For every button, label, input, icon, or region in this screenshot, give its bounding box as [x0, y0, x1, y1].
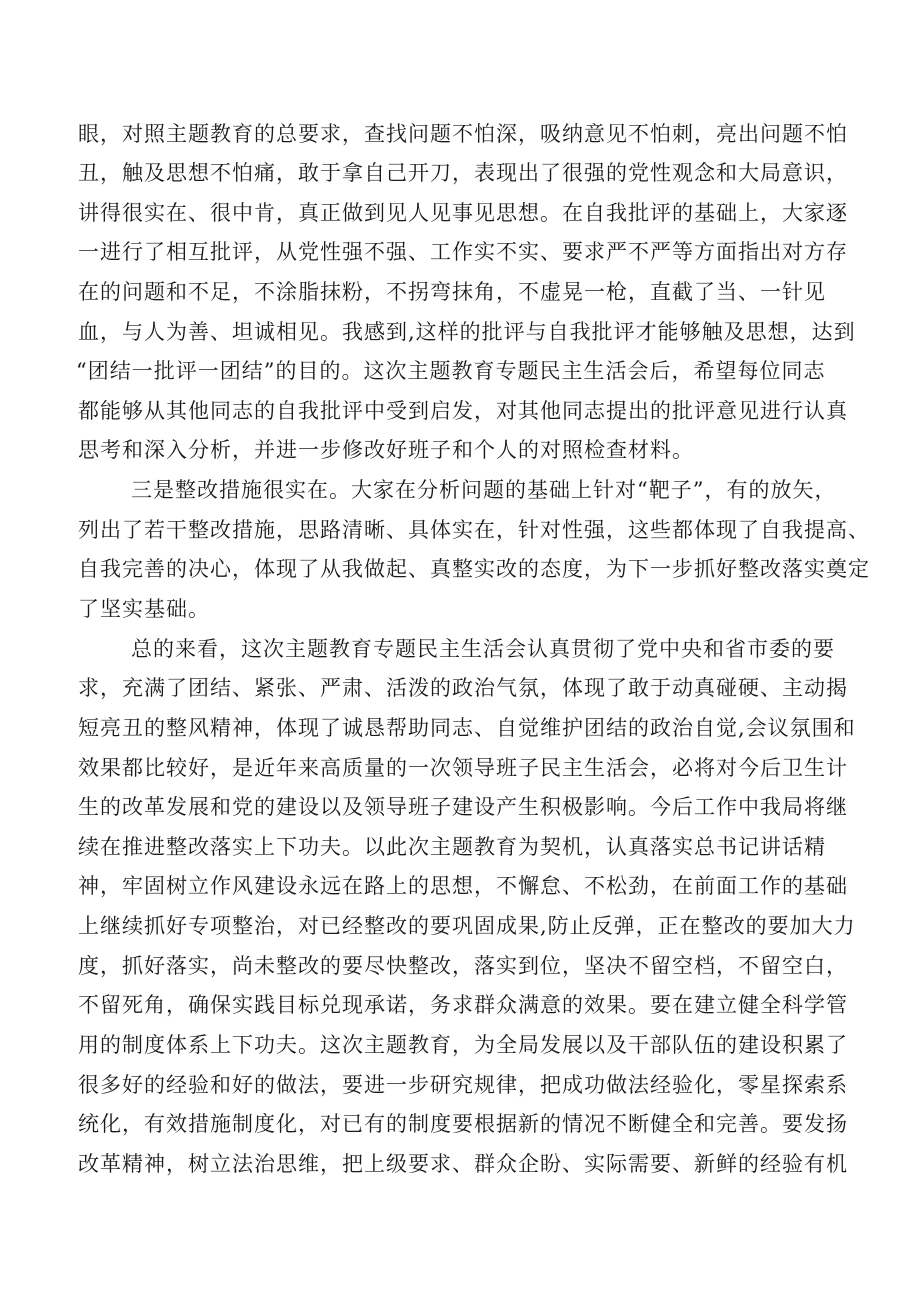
text-line: 上继续抓好专项整治，对已经整改的要巩固成果,防止反弹，正在整改的要加大力: [78, 914, 856, 938]
text-line: 血，与人为善、坦诚相见。我感到,这样的批评与自我批评才能够触及思想，达到: [78, 320, 856, 344]
text-line: 自我完善的决心，体现了从我做起、真整实改的态度，为下一步抓好整改落实奠定: [78, 557, 870, 581]
text-line: 三是整改措施很实在。大家在分析问题的基础上针对“靶子”，有的放矢，: [131, 478, 837, 502]
text-line: 生的改革发展和党的建设以及领导班子建设产生积极影响。今后工作中我局将继: [78, 795, 848, 819]
text-line: 讲得很实在、很中肯，真正做到见人见事见思想。在自我批评的基础上，大家逐: [78, 201, 848, 225]
text-line: 眼，对照主题教育的总要求，查找问题不怕深，吸纳意见不怕刺，亮出问题不怕: [78, 122, 848, 146]
text-line: 统化，有效措施制度化，对已有的制度要根据新的情况不断健全和完善。要发扬: [78, 1112, 848, 1136]
text-line: 不留死角，确保实践目标兑现承诺，务求群众满意的效果。要在建立健全科学管: [78, 993, 848, 1017]
text-line: 神，牢固树立作风建设永远在路上的思想，不懈怠、不松劲，在前面工作的基础: [78, 874, 848, 898]
text-line: 度，抓好落实，尚未整改的要尽快整改，落实到位，坚决不留空档，不留空白，: [78, 954, 848, 978]
text-line: 改革精神，树立法治思维，把上级要求、群众企盼、实际需要、新鲜的经验有机: [78, 1152, 848, 1176]
text-line: 短亮丑的整风精神，体现了诚恳帮助同志、自觉维护团结的政治自觉,会议氛围和: [78, 716, 856, 740]
text-line: 思考和深入分析，并进一步修改好班子和个人的对照检查材料。: [78, 438, 694, 462]
text-line: “团结一批评一团结”的目的。这次主题教育专题民主生活会后，希望每位同志: [76, 359, 826, 383]
text-line: 都能够从其他同志的自我批评中受到启发，对其他同志提出的批评意见进行认真: [78, 399, 848, 423]
text-line: 续在推进整改落实上下功夫。以此次主题教育为契机，认真落实总书记讲话精: [78, 835, 826, 859]
text-line: 丑，触及思想不怕痛，敢于拿自己开刀，表现出了很强的党性观念和大局意识，: [78, 161, 848, 185]
text-line: 列出了若干整改措施，思路清晰、具体实在，针对性强，这些都体现了自我提高、: [78, 518, 870, 542]
text-line: 了坚实基础。: [78, 597, 210, 621]
text-line: 用的制度体系上下功夫。这次主题教育，为全局发展以及干部队伍的建设积累了: [78, 1033, 848, 1057]
text-line: 在的问题和不足，不涂脂抹粉，不拐弯抹角，不虚晃一枪，直截了当、一针见: [78, 280, 826, 304]
text-line: 很多好的经验和好的做法，要进一步研究规律，把成功做法经验化，零星探索系: [78, 1073, 848, 1097]
text-line: 一进行了相互批评，从党性强不强、工作实不实、要求严不严等方面指出对方存: [78, 240, 848, 264]
text-line: 效果都比较好，是近年来高质量的一次领导班子民主生活会，必将对今后卫生计: [78, 756, 848, 780]
text-line: 总的来看，这次主题教育专题民主生活会认真贯彻了党中央和省市委的要: [131, 637, 835, 661]
text-line: 求，充满了团结、紧张、严肃、活泼的政治气氛，体现了敢于动真碰硬、主动揭: [78, 676, 848, 700]
